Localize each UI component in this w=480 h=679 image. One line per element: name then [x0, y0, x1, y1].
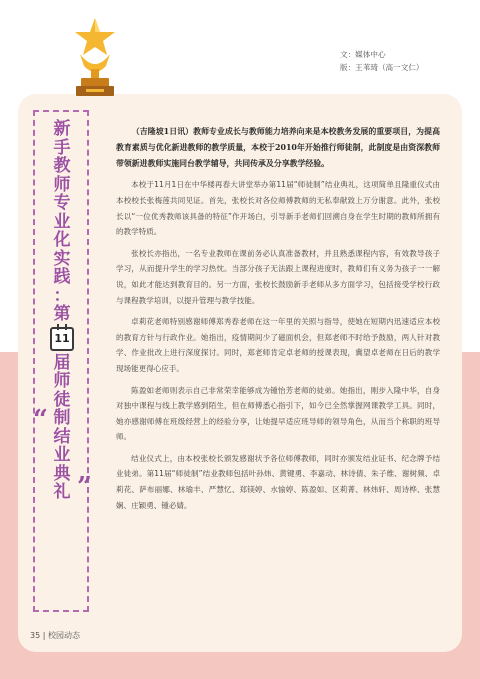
side-title-char: 第: [53, 304, 71, 324]
credits: [340, 48, 476, 74]
article-lead: （吉隆坡1日讯）教师专业成长与教师能力培养向来是本校教务发展的重要项目，为提高教育素质与优化新进教师的教学质量，本校于2010年开始推行师徒制，此制度是由资深教师带领新进教师实施同台教学辅导，共同传承及分享教学经验。: [116, 127, 440, 168]
trophy-icon: [66, 14, 124, 98]
article-body: [116, 124, 440, 519]
calendar-number-icon: [50, 327, 74, 351]
side-title-char: 专: [53, 193, 71, 213]
side-title-char: 届: [53, 352, 71, 373]
page-footer: [30, 630, 80, 641]
side-title-char: 制: [53, 408, 71, 428]
side-title-char: 手: [53, 137, 71, 158]
article-paragraph: 陈盈如老师则表示自己非常荣幸能够成为锺怡芳老师的徒弟。她指出，刚步入隆中华，自身对独中课程与线上教学感到陌生，但在师傅悉心指引下，如今已全然掌握网课教学工具。同时，她亦感谢师傅在班级经营上的经验分享，让她提早适应班导师的领导角色，从而当个称职的班导师。: [116, 385, 440, 442]
side-title-char: 践: [53, 267, 71, 287]
credit-author: 文：媒体中心: [340, 50, 386, 59]
edition-number: 11: [54, 331, 70, 345]
article-paragraph: 张校长亦指出，一名专业教师在课前务必认真准备教材，并且熟悉课程内容，有效教导孩子学习，从而提升学生的学习热忱。当部分孩子无法跟上课程进度时，教师们有义务为孩子一一解说，如此才能达到教育目的。另一方面，张校长鼓励新手老师从多方面学习，包括接受学校行政与课程教学培训，以提升管理与教学技能。: [116, 248, 440, 305]
side-title-char: 化: [53, 230, 71, 250]
side-title: [46, 120, 78, 502]
article-paragraph: 结业仪式上，由本校张校长颁发感谢状予各位师傅教师，同时亦颁发结业证书、纪念牌予结业徒弟。第11届“师徒制”结业教师包括叶孙炜、黄键勇、李嘉动、林诗倩、朱子维、谢树频、卓莉花、萨布丽娜、林瑜丰、严慧忆、郑镁婷、水愉婷、陈盈如、区莉菁、林炜轩、周诗桦、张慧娴、庄颖勇、锺必婧。: [116, 453, 440, 510]
page-number: 35: [30, 631, 41, 640]
article-paragraph: 本校于11月1日在中华楼再春大讲堂举办第11届“师徒制”结业典礼，这项简单且隆重仪式由本校校长张梅莲共同见证。首先，张校长对各位师傅教师的无私奉献致上万分谢意。此外，张校长以“一位优秀教师该具备的特征”作开场白，引导新手老师们回溯自身在学生时期的教师所拥有的教学特质。: [116, 180, 440, 237]
side-title-char: 结: [53, 426, 71, 447]
side-title-char: 礼: [53, 482, 71, 502]
side-title-char: 教: [53, 156, 71, 176]
side-title-char: 业: [53, 211, 71, 232]
side-title-char: 业: [53, 445, 71, 465]
side-title-char: 实: [53, 248, 71, 269]
side-title-char: ：: [53, 285, 71, 306]
side-title-char: 师: [53, 174, 71, 195]
side-title-char: 师: [53, 371, 71, 391]
section-name: | 校园动态: [42, 631, 80, 640]
side-title-char: 典: [53, 463, 71, 484]
side-title-char: 新: [53, 119, 71, 139]
article-paragraph: 卓莉花老师特别感谢师傅郑秀春老师在这一年里的关照与指导，使她在短期内迅速适应本校的教育方针与行政作业。她指出，疫情期间少了磁面机会，但郑老师不时给予鼓励，两人针对教学、作业批改上进行深度探讨。同时，郑老师肯定卓老师的授课表现，冀望卓老师在日后的教学现场能更得心应手。: [116, 317, 440, 373]
close-quote-mark: ”: [77, 472, 92, 502]
open-quote-mark: “: [33, 405, 48, 435]
side-title-char: 徒: [53, 389, 71, 410]
credit-editor: 版：王苇琦（高一文仁）: [340, 63, 424, 72]
